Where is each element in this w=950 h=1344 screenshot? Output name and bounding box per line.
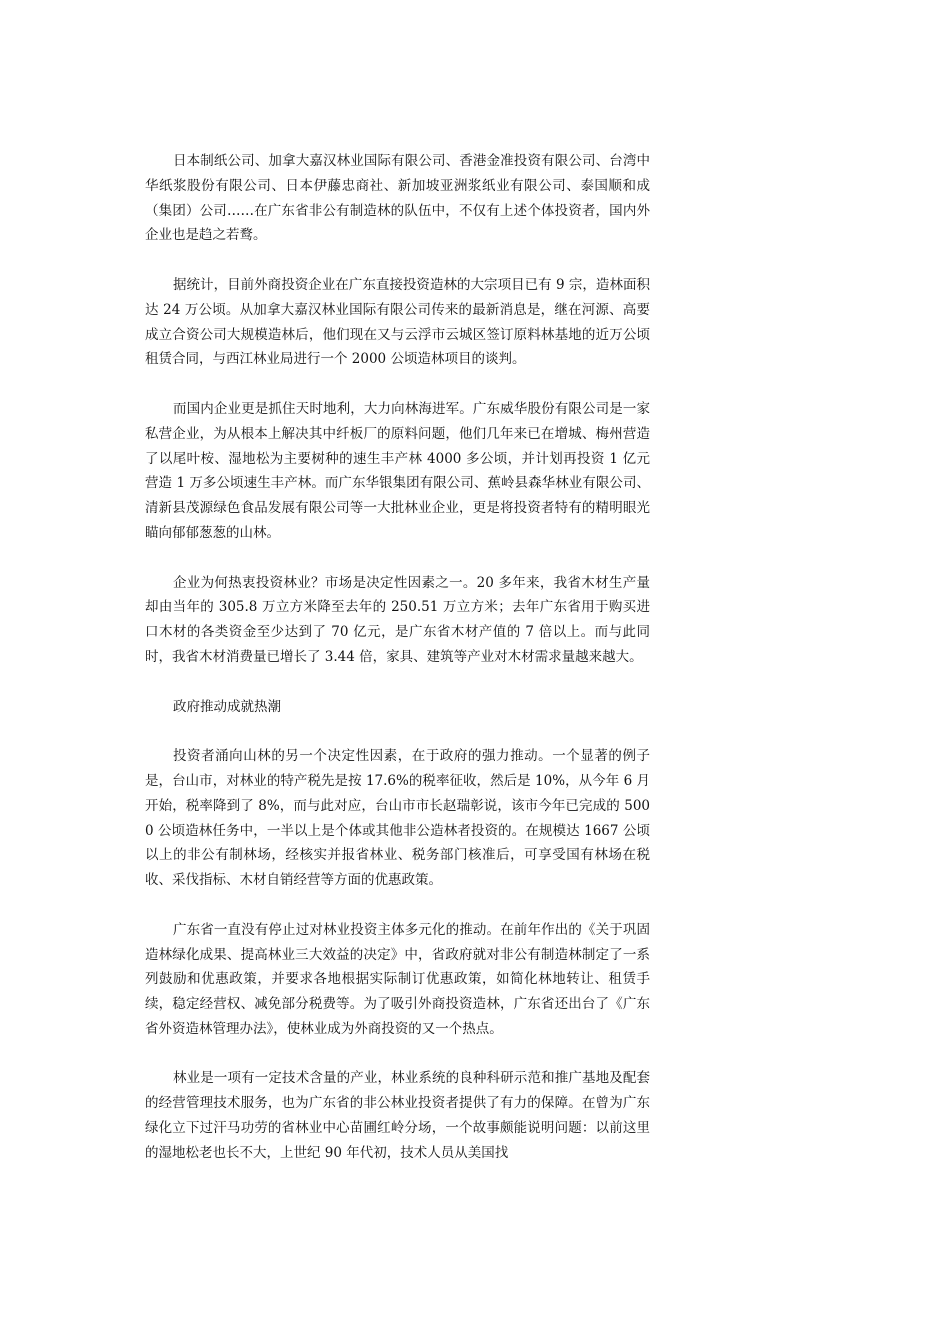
article-body <box>145 149 650 1190</box>
paragraph-2: 据统计，目前外商投资企业在广东直接投资造林的大宗项目已有 9 宗，造林面积达 24 万公顷。从加拿大嘉汉林业国际有限公司传来的最新消息是，继在河源、高要成立合资公司大规模造林后，他们现在又与云浮市云城区签订原料林基地的近万公顷租赁合同，与西江林业局进行一个 2000 公顷造林项目的谈判。 <box>145 276 650 368</box>
paragraph-4: 企业为何热衷投资林业？市场是决定性因素之一。20 多年来，我省木材生产量却由当年的 305.8 万立方米降至去年的 250.51 万立方米；去年广东省用于购买进口木材的各类资金至少达到了 70 亿元，是广东省木材产值的 7 倍以上。而与此同时，我省木材消费量已增长了 3.44 倍，家具、建筑等产业对木材需求量越来越大。 <box>145 574 650 665</box>
section-heading: 政府推动成就热潮 <box>173 698 281 715</box>
paragraph-3: 而国内企业更是抓住天时地利，大力向林海进军。广东威华股份有限公司是一家私营企业，为从根本上解决其中纤板厂的原料问题，他们几年来已在增城、梅州营造了以尾叶桉、湿地松为主要树种的速生丰产林 4000 多公顷，并计划再投资 1 亿元营造 1 万多公顷速生丰产林。而广东华银集团有限公司、蕉岭县森华林业有限公司、清新县茂源绿色食品发展有限公司等一大批林业企业，更是将投资者特有的精明眼光瞄向郁郁葱葱的山林。 <box>145 400 650 541</box>
paragraph-1: 日本制纸公司、加拿大嘉汉林业国际有限公司、香港金准投资有限公司、台湾中华纸浆股份有限公司、日本伊藤忠商社、新加坡亚洲浆纸业有限公司、泰国顺和成（集团）公司……在广东省非公有制造林的队伍中，不仅有上述个体投资者，国内外企业也是趋之若鹜。 <box>145 153 650 244</box>
paragraph-7: 林业是一项有一定技术含量的产业，林业系统的良种科研示范和推广基地及配套的经营管理技术服务，也为广东省的非公林业投资者提供了有力的保障。在曾为广东绿化立下过汗马功劳的省林业中心苗圃红岭分场，一个故事颇能说明问题：以前这里的湿地松老也长不大，上世纪 90 年代初，技术人员从美国找 <box>145 1070 650 1161</box>
paragraph-5: 投资者涌向山林的另一个决定性因素，在于政府的强力推动。一个显著的例子是，台山市，对林业的特产税先是按 17.6%的税率征收，然后是 10%，从今年 6 月开始，税率降到了 8%，而与此对应，台山市市长赵瑞彰说，该市今年已完成的 5000 公顷造林任务中，一半以上是个体或其他非公造林者投资的。在规模达 1667 公顷以上的非公有制林场，经核实并报省林业、税务部门核准后，可享受国有林场在税收、采伐指标、木材自销经营等方面的优惠政策。 <box>145 748 650 889</box>
paragraph-6: 广东省一直没有停止过对林业投资主体多元化的推动。在前年作出的《关于巩固造林绿化成果、提高林业三大效益的决定》中，省政府就对非公有制造林制定了一系列鼓励和优惠政策，并要求各地根据实际制订优惠政策，如简化林地转让、租赁手续，稳定经营权、减免部分税费等。为了吸引外商投资造林，广东省还出台了《广东省外资造林管理办法》，使林业成为外商投资的又一个热点。 <box>145 921 650 1037</box>
